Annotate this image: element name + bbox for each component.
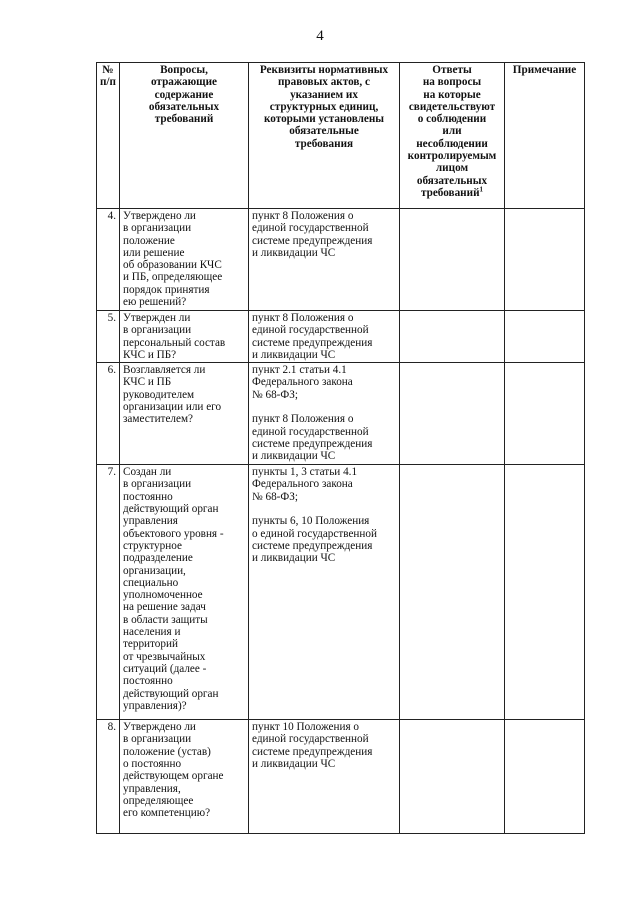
header-answers-footnote: 1 (479, 185, 484, 194)
row-answer (400, 311, 505, 363)
row-question: Создан ли в организации постоянно действующий орган управления объектового уровня - структурное подразделение организации, специально уполномоченное на решение задач в области защиты населения и территорий от чрезвычайных ситуаций (далее - постоянно действующий орган управления)? (120, 465, 249, 720)
row-question: Утвержден ли в организации персональный состав КЧС и ПБ? (120, 311, 249, 363)
row-requisites: пункты 1, 3 статьи 4.1 Федерального закона № 68-ФЗ; пункты 6, 10 Положения о единой государственной системе предупреждения и ликвидации ЧС (249, 465, 400, 720)
requirements-table (96, 62, 585, 834)
row-num: 8. (97, 720, 120, 834)
row-note (505, 720, 585, 834)
row-requisites: пункт 8 Положения о единой государственной системе предупреждения и ликвидации ЧС (249, 311, 400, 363)
header-answers-text: Ответы на вопросы на которые свидетельствуют о соблюдении или несоблюдении контролируемым лицом обязательных требований (407, 64, 497, 199)
row-answer (400, 363, 505, 465)
row-num: 7. (97, 465, 120, 720)
row-note (505, 465, 585, 720)
row-num: 5. (97, 311, 120, 363)
table-row (97, 363, 585, 465)
table-row (97, 720, 585, 834)
table-row (97, 209, 585, 311)
row-num: 6. (97, 363, 120, 465)
row-note (505, 311, 585, 363)
row-requisites: пункт 10 Положения о единой государственной системе предупреждения и ликвидации ЧС (249, 720, 400, 834)
row-note (505, 209, 585, 311)
row-answer (400, 209, 505, 311)
table-header-row (97, 63, 585, 209)
row-answer (400, 720, 505, 834)
row-num: 4. (97, 209, 120, 311)
row-question: Утверждено ли в организации положение (устав) о постоянно действующем органе управления, определяющее его компетенцию? (120, 720, 249, 834)
header-requisites: Реквизиты нормативных правовых актов, с указанием их структурных единиц, которыми установлены обязательные требования (249, 63, 400, 209)
table-row (97, 311, 585, 363)
row-question: Возглавляется ли КЧС и ПБ руководителем организации или его заместителем? (120, 363, 249, 465)
row-requisites: пункт 8 Положения о единой государственной системе предупреждения и ликвидации ЧС (249, 209, 400, 311)
header-question: Вопросы, отражающие содержание обязательных требований (120, 63, 249, 209)
header-num: № п/п (97, 63, 120, 209)
row-requisites: пункт 2.1 статьи 4.1 Федерального закона № 68-ФЗ; пункт 8 Положения о единой государственной системе предупреждения и ликвидации ЧС (249, 363, 400, 465)
row-question: Утверждено ли в организации положение или решение об образовании КЧС и ПБ, определяющее порядок принятия ею решений? (120, 209, 249, 311)
row-note (505, 363, 585, 465)
row-answer (400, 465, 505, 720)
table-row (97, 465, 585, 720)
header-note: Примечание (505, 63, 585, 209)
page-number: 4 (316, 28, 324, 44)
header-answers (400, 63, 505, 209)
